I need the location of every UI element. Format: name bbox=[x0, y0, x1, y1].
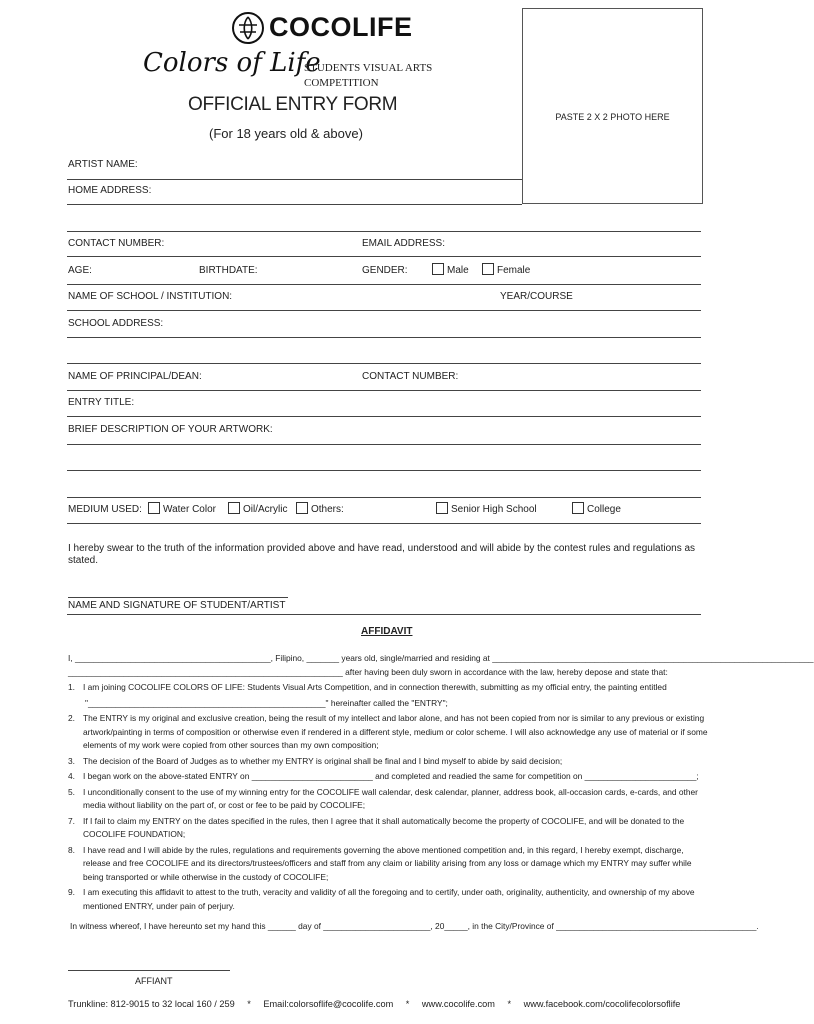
female-label: Female bbox=[497, 265, 531, 276]
entry-title-line[interactable] bbox=[67, 416, 701, 417]
affidavit-title: AFFIDAVIT bbox=[361, 626, 413, 637]
photo-box[interactable] bbox=[522, 8, 703, 204]
school-line[interactable] bbox=[67, 310, 701, 311]
affidavit-list bbox=[68, 681, 708, 913]
brand-logo bbox=[231, 10, 451, 46]
contact-line[interactable] bbox=[67, 256, 701, 257]
footer-website[interactable]: www.cocolife.com bbox=[421, 999, 495, 1009]
principal-label: NAME OF PRINCIPAL/DEAN: bbox=[68, 371, 202, 382]
male-checkbox[interactable] bbox=[432, 263, 444, 275]
footer: Trunkline: 812-9015 to 32 local 160 / 259 * Email:colorsoflife@cocolife.com * www.cocolife.com * www.facebook.com/cocolifecolorsoflife bbox=[68, 999, 681, 1009]
photo-label: PASTE 2 X 2 PHOTO HERE bbox=[555, 112, 670, 122]
senior-high-label: Senior High School bbox=[451, 504, 537, 515]
affiant-label: AFFIANT bbox=[135, 976, 173, 986]
affidavit-item: 9. I am executing this affidavit to attest to the truth, veracity and validity of all the foregoing and to certify, under oath, originality, authenticity, and ownership of my above mentioned ENTRY, under pain of perjury. bbox=[68, 887, 695, 911]
female-checkbox[interactable] bbox=[482, 263, 494, 275]
age-line[interactable] bbox=[67, 284, 701, 285]
description-line-1[interactable] bbox=[67, 444, 701, 445]
water-color-label: Water Color bbox=[163, 504, 216, 515]
gender-female-option[interactable] bbox=[482, 263, 530, 276]
affidavit-intro-2: ___________________________________________________________ after having been duly sworn in accordance with the law, hereby depose and state that: bbox=[68, 667, 668, 677]
school-address-label: SCHOOL ADDRESS: bbox=[68, 318, 164, 329]
footer-facebook[interactable]: www.facebook.com/cocolifecolorsoflife bbox=[523, 999, 681, 1009]
description-line-2[interactable] bbox=[67, 470, 701, 471]
affidavit-item: 5. I unconditionally consent to the use of my winning entry for the COCOLIFE wall calendar, desk calendar, planner, address book, all-occasion cards, e-cards, and other media without liability on the part of, or cost or fee to be paid by COCOLIFE; bbox=[68, 786, 698, 810]
gender-male-option[interactable] bbox=[432, 263, 469, 276]
affidavit-item: 7. If I fail to claim my ENTRY on the dates specified in the rules, then I agree that it shall automatically become the property of COCOLIFE, and will be donated to the COCOLIFE FOUNDATION; bbox=[68, 815, 685, 839]
witness-text: In witness whereof, I have hereunto set my hand this ______ day of _______________________, 20_____, in the City/Province of ___________________________________________. bbox=[70, 921, 759, 931]
home-address-label: HOME ADDRESS: bbox=[68, 185, 152, 196]
signature-line[interactable] bbox=[68, 597, 288, 598]
artist-name-line[interactable] bbox=[67, 179, 522, 180]
college-checkbox[interactable] bbox=[572, 502, 584, 514]
affidavit-item: 8. I have read and I will abide by the rules, regulations and requirements governing the above mentioned competition and, in this regard, I hereby exempt, discharge, release and free COCOLIFE and its directors/trustees/officers and staff from any claim or liability arising from any loss or damage which my ENTRY may suffer while being transported or while otherwise in the custody of COCOLIFE; bbox=[68, 844, 692, 882]
gender-label: GENDER: bbox=[362, 265, 408, 276]
affidavit-item: 3. The decision of the Board of Judges as to whether my ENTRY is original shall be final and I bind myself to abide by said decision; bbox=[68, 755, 563, 766]
description-label: BRIEF DESCRIPTION OF YOUR ARTWORK: bbox=[68, 424, 273, 435]
water-color-option[interactable] bbox=[148, 502, 216, 515]
signature-label: NAME AND SIGNATURE OF STUDENT/ARTIST bbox=[68, 600, 286, 611]
form-title: OFFICIAL ENTRY FORM bbox=[188, 94, 398, 115]
cocolife-emblem-icon bbox=[231, 11, 265, 45]
year-course-label: YEAR/COURSE bbox=[500, 291, 573, 302]
senior-high-option[interactable] bbox=[436, 502, 537, 515]
age-label: AGE: bbox=[68, 265, 92, 276]
brand-name: COCOLIFE bbox=[269, 12, 413, 42]
form-subtitle: (For 18 years old & above) bbox=[209, 126, 363, 141]
medium-label: MEDIUM USED: bbox=[68, 504, 142, 515]
birthdate-label: BIRTHDATE: bbox=[199, 265, 258, 276]
others-checkbox[interactable] bbox=[296, 502, 308, 514]
school-label: NAME OF SCHOOL / INSTITUTION: bbox=[68, 291, 233, 302]
competition-name: STUDENTS VISUAL ARTS COMPETITION bbox=[304, 62, 433, 89]
description-line-3[interactable] bbox=[67, 497, 701, 498]
home-address-line-2[interactable] bbox=[67, 231, 701, 232]
college-option[interactable] bbox=[572, 502, 621, 515]
principal-contact-label: CONTACT NUMBER: bbox=[362, 371, 459, 382]
email-label: EMAIL ADDRESS: bbox=[362, 238, 445, 249]
principal-line[interactable] bbox=[67, 390, 701, 391]
section-divider bbox=[67, 614, 701, 615]
oath-text: I hereby swear to the truth of the information provided above and have read, understood and will abide by the contest rules and regulations as stated. bbox=[68, 543, 696, 566]
others-option[interactable] bbox=[296, 502, 344, 515]
artist-name-label: ARTIST NAME: bbox=[68, 159, 138, 170]
medium-line bbox=[67, 523, 701, 524]
home-address-line-1[interactable] bbox=[67, 204, 522, 205]
oil-acrylic-label: Oil/Acrylic bbox=[243, 504, 288, 515]
brand-tagline: Colors of Life bbox=[143, 48, 321, 78]
footer-email[interactable]: Email:colorsoflife@cocolife.com bbox=[263, 999, 394, 1009]
school-address-line-1[interactable] bbox=[67, 337, 701, 338]
male-label: Male bbox=[447, 265, 469, 276]
affidavit-item: 2. The ENTRY is my original and exclusive creation, being the result of my intellect and labor alone, and has not been copied from nor is similar to any previous or existing artwork/painting in terms of composition or otherwise even if rendered in a different style, medium or color scheme. I will also acknowledge any use of material or if some elements of my work were copied from other sources than my own composition; bbox=[68, 713, 708, 750]
contact-number-label: CONTACT NUMBER: bbox=[68, 238, 165, 249]
oil-acrylic-checkbox[interactable] bbox=[228, 502, 240, 514]
water-color-checkbox[interactable] bbox=[148, 502, 160, 514]
senior-high-checkbox[interactable] bbox=[436, 502, 448, 514]
affiant-line[interactable] bbox=[68, 970, 230, 971]
affidavit-item: 4. I began work on the above-stated ENTRY on __________________________ and completed and readied the same for competition on ________________________; bbox=[68, 771, 699, 781]
affidavit-item: 1. I am joining COCOLIFE COLORS OF LIFE: Students Visual Arts Competition, and in connection therewith, submitting as my official entry, the painting entitled bbox=[68, 682, 667, 692]
affidavit-intro-1: I, __________________________________________, Filipino, _______ years old, single/married and residing at _____________________________________________________________________ bbox=[68, 653, 814, 663]
college-label: College bbox=[587, 504, 621, 515]
oil-acrylic-option[interactable] bbox=[228, 502, 287, 515]
entry-title-label: ENTRY TITLE: bbox=[68, 397, 135, 408]
footer-trunkline: Trunkline: 812-9015 to 32 local 160 / 259 bbox=[68, 999, 235, 1009]
school-address-line-2[interactable] bbox=[67, 363, 701, 364]
affidavit-item: "___________________________________________________" hereinafter called the "ENTRY"; bbox=[85, 697, 448, 708]
others-label: Others: bbox=[311, 504, 344, 515]
